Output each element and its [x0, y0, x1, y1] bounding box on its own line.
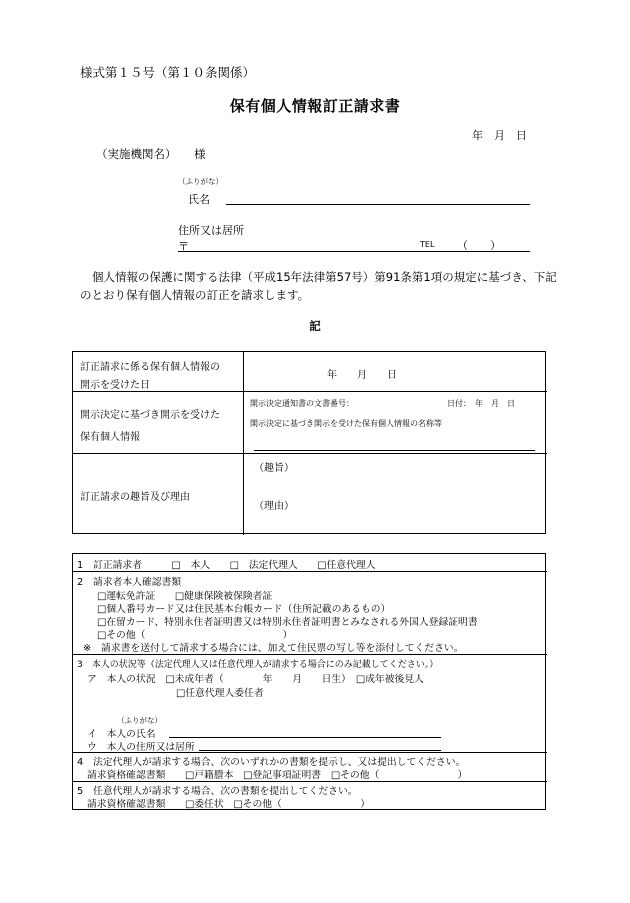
name-underline[interactable]: [226, 204, 530, 205]
ki-label: 記: [309, 319, 321, 333]
honorific: 様: [194, 147, 206, 161]
form-number: 様式第１５号（第１０条関係）: [80, 65, 256, 80]
row3-reason[interactable]: （理由）: [254, 501, 294, 512]
row3-purpose[interactable]: （趣旨）: [254, 463, 294, 474]
principal-furigana: （ふりがな）: [117, 716, 162, 725]
id-docs-line2[interactable]: □個人番号カード又は住民基本台帳カード（住所記載のあるもの）: [97, 604, 391, 615]
row2-doc-number[interactable]: 開示決定通知書の文書番号：: [250, 399, 354, 408]
requester-type-row[interactable]: 1 訂正請求者 □ 本人 □ 法定代理人 □任意代理人: [77, 560, 376, 571]
name-label: 氏名: [188, 193, 210, 206]
row2-label-a: 開示決定に基づき開示を受けた: [80, 410, 220, 421]
id-docs-note: ※ 請求書を送付して請求する場合には、加えて住民票の写し等を添付してください。: [83, 643, 464, 654]
row2-info-name[interactable]: 開示決定に基づき開示を受けた保有個人情報の名称等: [250, 419, 442, 428]
id-docs-title: 2 請求者本人確認書類: [77, 577, 182, 588]
tel-parens: （ ）: [457, 239, 501, 252]
row1-label-b: 開示を受けた日: [80, 380, 150, 391]
legal-rep-docs[interactable]: 請求資格確認書類 □戸籍謄本 □登記事項証明書 □その他（ ）: [87, 770, 468, 781]
principal-status-a2[interactable]: □任意代理人委任者: [176, 688, 264, 699]
id-docs-line1[interactable]: □運転免許証 □健康保険被保険者証: [97, 591, 273, 602]
principal-name-underline[interactable]: [169, 737, 441, 738]
address-underline[interactable]: [178, 251, 530, 252]
org-name: [96, 146, 206, 162]
form-title: 保有個人情報訂正請求書: [229, 97, 401, 115]
row1-label-a: 訂正請求に係る保有個人情報の: [80, 362, 220, 373]
voluntary-rep-docs[interactable]: 請求資格確認書類 □委任状 □その他（ ）: [87, 799, 371, 810]
furigana-label: （ふりがな）: [178, 177, 223, 186]
row2-label-b: 保有個人情報: [80, 432, 140, 443]
legal-rep-title: 4 法定代理人が請求する場合、次のいずれかの書類を提示し、又は提出してください。: [77, 757, 466, 768]
postal-mark: 〒: [178, 240, 189, 253]
principal-status-title: 3 本人の状況等（法定代理人又は任意代理人が請求する場合にのみ記載してください。）: [77, 660, 439, 670]
date-line: 年 月 日: [472, 129, 527, 142]
principal-address-underline[interactable]: [199, 750, 441, 751]
intro-paragraph: 個人情報の保護に関する法律（平成15年法律第57号）第91条第1項の規定に基づき、下記のとおり保有個人情報の訂正を請求します。: [80, 270, 557, 302]
principal-status-a[interactable]: ア 本人の状況 □未成年者（ 年 月 日生） □成年被後見人: [87, 674, 424, 685]
lower-table: [72, 553, 546, 810]
row2-date[interactable]: 日付： 年 月 日: [447, 399, 515, 408]
main-table: [72, 351, 546, 534]
id-docs-line3[interactable]: □在留カード、特別永住者証明書又は特別永住者証明書とみなされる外国人登録証明書: [97, 617, 478, 628]
org-name-label: （実施機関名）: [96, 147, 177, 161]
principal-address-label: ウ 本人の住所又は居所: [87, 742, 195, 753]
row1-date[interactable]: 年 月 日: [327, 370, 397, 381]
id-docs-line4[interactable]: □その他（ ）: [97, 630, 293, 641]
principal-name-label: イ 本人の氏名: [87, 729, 156, 740]
row3-label: 訂正請求の趣旨及び理由: [80, 492, 190, 503]
voluntary-rep-title: 5 任意代理人が請求する場合、次の書類を提出してください。: [77, 786, 358, 797]
tel-label: TEL: [420, 240, 435, 249]
address-label: 住所又は居所: [178, 224, 244, 237]
